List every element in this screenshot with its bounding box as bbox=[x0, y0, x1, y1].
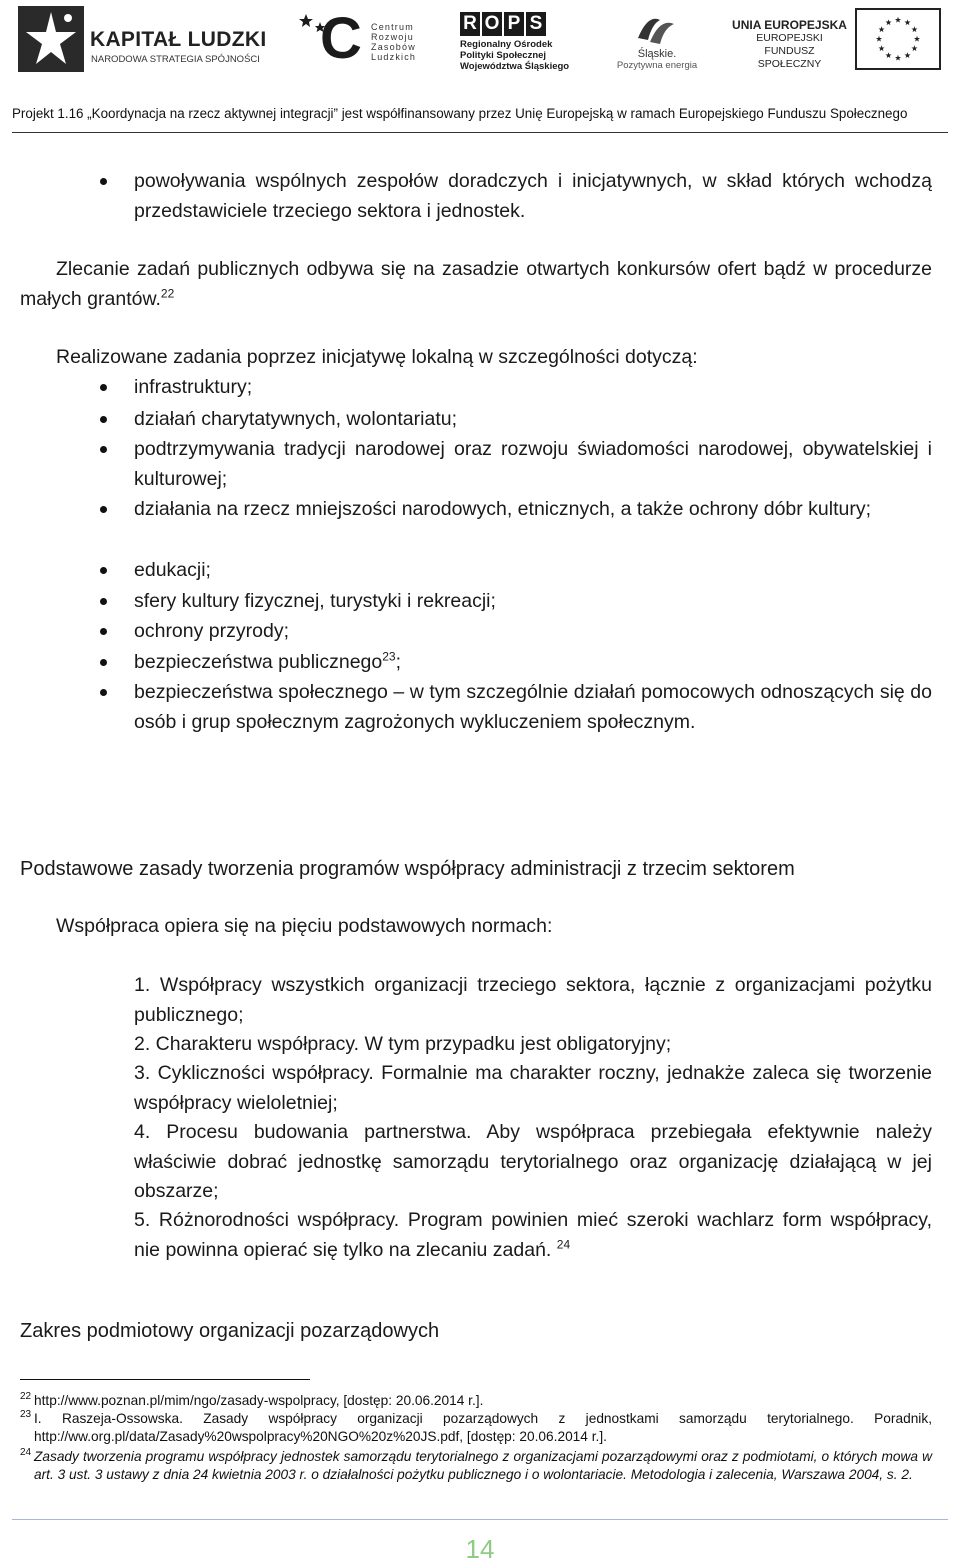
list-item: działania na rzecz mniejszości narodowych, etnicznych, a także ochrony dóbr kultury; bbox=[134, 498, 872, 520]
footnote-24 bbox=[20, 1448, 932, 1483]
footnote-text[interactable]: I. Raszeja-Ossowska. Zasady współpracy organizacji pozarządowych z jednostkami samorządu terytorialnego. Poradnik, http://ww.org.pl/data/Zasady%20wspolpracy%20NGO%20z%20JS.pdf, [dostęp: 20.06.2014 r.]. bbox=[34, 1411, 932, 1444]
norm-item: 3. Cykliczności współpracy. Formalnie ma charakter roczny, jednakże zaleca się tworzenie współpracy wieloletniej; bbox=[134, 1062, 932, 1114]
footnote-ref-22[interactable]: 22 bbox=[160, 286, 175, 300]
eu-star-icon bbox=[885, 52, 891, 58]
eu-star-icon bbox=[904, 19, 910, 25]
paragraph-wspolpraca: Współpraca opiera się na pięciu podstawowych normach: bbox=[56, 915, 553, 937]
footnote-ref-23[interactable]: 23 bbox=[382, 649, 396, 664]
footnote-divider bbox=[20, 1379, 310, 1380]
bullet-marker bbox=[100, 167, 112, 197]
bullet-marker bbox=[100, 678, 112, 708]
norm-item-text: 5. Różnorodności współpracy. Program powinien mieć szeroki wachlarz form współpracy, nie powinna opierać się tylko na zlecaniu zadań. bbox=[134, 1209, 932, 1261]
paragraph-realizowane: Realizowane zadania poprzez inicjatywę lokalną w szczególności dotyczą: bbox=[56, 346, 698, 368]
footnote-text: Zasady tworzenia programu współpracy jednostek samorządu terytorialnego z organizacjami pozarządowymi oraz z podmiotami, o których mowa w art. 3 ust. 3 ustawy z dnia 24 kwietnia 2003 r. o działalności pożytku publicznego i o wolontariacie. Metodologia i zalecenia, Warszawa 2004, s. 2. bbox=[34, 1449, 932, 1482]
rops-letter: S bbox=[526, 12, 546, 36]
crzl-line-3: Zasobów bbox=[371, 42, 416, 52]
rops-letter: O bbox=[482, 12, 502, 36]
list-item: podtrzymywania tradycji narodowej oraz rozwoju świadomości narodowej, obywatelskiej i kulturowej; bbox=[134, 438, 932, 490]
eu-star-icon bbox=[904, 52, 910, 58]
rops-line-1: Regionalny Ośrodek bbox=[460, 39, 553, 50]
norm-item: 2. Charakteru współpracy. W tym przypadku jest obligatoryjny; bbox=[134, 1033, 672, 1055]
slaskie-waves-icon bbox=[634, 10, 678, 48]
rops-letters bbox=[460, 12, 580, 36]
list-item: edukacji; bbox=[134, 559, 211, 581]
header-divider bbox=[12, 132, 948, 133]
list-item: bezpieczeństwa społecznego – w tym szczególnie działań pomocowych odnoszących się do osób i grup społecznym zagrożonych wykluczeniem społecznym. bbox=[134, 681, 932, 733]
rops-text bbox=[460, 39, 580, 72]
crzl-line-4: Ludzkich bbox=[371, 52, 417, 62]
list-item: powoływania wspólnych zespołów doradczych i inicjatywnych, w skład których wchodzą przedstawiciele trzeciego sektora i jednostek. bbox=[134, 170, 932, 222]
eu-star-icon bbox=[895, 17, 901, 23]
footnote-text[interactable]: http://www.poznan.pl/mim/ngo/zasady-wspolpracy, [dostęp: 20.06.2014 r.]. bbox=[34, 1393, 484, 1408]
eu-star-icon bbox=[911, 26, 917, 32]
rops-line-3: Województwa Śląskiego bbox=[460, 61, 570, 72]
list-item-text: bezpieczeństwa publicznego bbox=[134, 651, 383, 673]
bullet-marker bbox=[100, 405, 112, 435]
eu-star-icon bbox=[879, 45, 885, 51]
norm-item: 4. Procesu budowania partnerstwa. Aby współpraca przebiegała efektywnie należy właściwie dobrać jednostkę samorządu terytorialnego oraz organizację działającą w jej obszarze; bbox=[134, 1121, 932, 1202]
footnote-23 bbox=[20, 1410, 932, 1445]
slaskie-title: Śląskie. bbox=[637, 48, 677, 60]
rops-logo bbox=[460, 12, 580, 72]
crzl-line-1: Centrum bbox=[371, 22, 414, 32]
eu-star-icon bbox=[914, 36, 920, 42]
header-logos bbox=[0, 0, 960, 80]
slaskie-logo bbox=[612, 10, 702, 76]
bullet-marker bbox=[100, 587, 112, 617]
list-item: infrastruktury; bbox=[134, 376, 253, 398]
crzl-logo bbox=[298, 6, 428, 71]
paragraph-zlecanie-text: Zlecanie zadań publicznych odbywa się na zasadzie otwartych konkursów ofert bądź w procedurze małych grantów. bbox=[20, 258, 932, 310]
project-info-line: Projekt 1.16 „Koordynacja na rzecz aktywnej integracji” jest współfinansowany przez Unię Europejską w ramach Europejskiego Funduszu Społecznego bbox=[12, 106, 908, 121]
rops-letter: R bbox=[460, 12, 480, 36]
crzl-line-2: Rozwoju bbox=[371, 32, 414, 42]
eu-line-1: UNIA EUROPEJSKA bbox=[732, 18, 847, 32]
list-item: działań charytatywnych, wolontariatu; bbox=[134, 408, 457, 430]
eu-stars-icon bbox=[857, 10, 939, 68]
kapital-ludzki-logo bbox=[18, 6, 268, 72]
bullet-marker bbox=[100, 495, 112, 525]
slaskie-subtitle: Pozytywna energia bbox=[616, 60, 698, 71]
norm-item bbox=[134, 1206, 932, 1265]
eu-logo-text bbox=[732, 18, 847, 68]
list-item: sfery kultury fizycznej, turystyki i rekreacji; bbox=[134, 590, 496, 612]
page-number: 14 bbox=[465, 1534, 495, 1564]
eu-star-icon bbox=[885, 19, 891, 25]
eu-star-icon bbox=[876, 36, 882, 42]
eu-star-icon bbox=[879, 26, 885, 32]
crzl-text bbox=[371, 22, 416, 62]
list-item bbox=[134, 648, 932, 678]
crzl-c-mark: C bbox=[320, 6, 362, 71]
kapital-ludzki-title: KAPITAŁ LUDZKI bbox=[90, 28, 267, 51]
footnote-22 bbox=[20, 1392, 932, 1410]
list-item-suffix: ; bbox=[395, 651, 402, 673]
section-heading-zakres: Zakres podmiotowy organizacji pozarządowych bbox=[20, 1320, 440, 1342]
rops-letter: P bbox=[504, 12, 524, 36]
footnote-ref-24[interactable]: 24 bbox=[556, 1237, 571, 1251]
list-item: ochrony przyrody; bbox=[134, 620, 289, 642]
eu-line-2: EUROPEJSKI bbox=[756, 32, 823, 44]
kapital-ludzki-subtitle: NARODOWA STRATEGIA SPÓJNOŚCI bbox=[91, 54, 260, 65]
footnote-number: 23 bbox=[20, 1409, 32, 1420]
section-heading-zasady: Podstawowe zasady tworzenia programów współpracy administracji z trzecim sektorem bbox=[20, 858, 795, 880]
rops-line-2: Polityki Społecznej bbox=[460, 50, 547, 61]
norm-item: 1. Współpracy wszystkich organizacji trzeciego sektora, łącznie z organizacjami pożytku publicznego; bbox=[134, 974, 932, 1026]
bullet-marker bbox=[100, 435, 112, 465]
bullet-marker bbox=[100, 373, 112, 403]
eu-star-icon bbox=[895, 55, 901, 61]
eu-flag-icon bbox=[855, 8, 941, 70]
bullet-marker bbox=[100, 556, 112, 586]
footnote-number: 22 bbox=[20, 1391, 32, 1402]
page-footer-divider bbox=[12, 1519, 948, 1520]
bullet-marker bbox=[100, 617, 112, 647]
eu-line-3: FUNDUSZ SPOŁECZNY bbox=[757, 45, 822, 70]
kapital-ludzki-emblem-icon bbox=[18, 6, 84, 72]
paragraph-zlecanie bbox=[20, 255, 932, 314]
footnote-number: 24 bbox=[20, 1447, 32, 1458]
eu-star-icon bbox=[911, 45, 917, 51]
bullet-marker bbox=[100, 648, 112, 678]
